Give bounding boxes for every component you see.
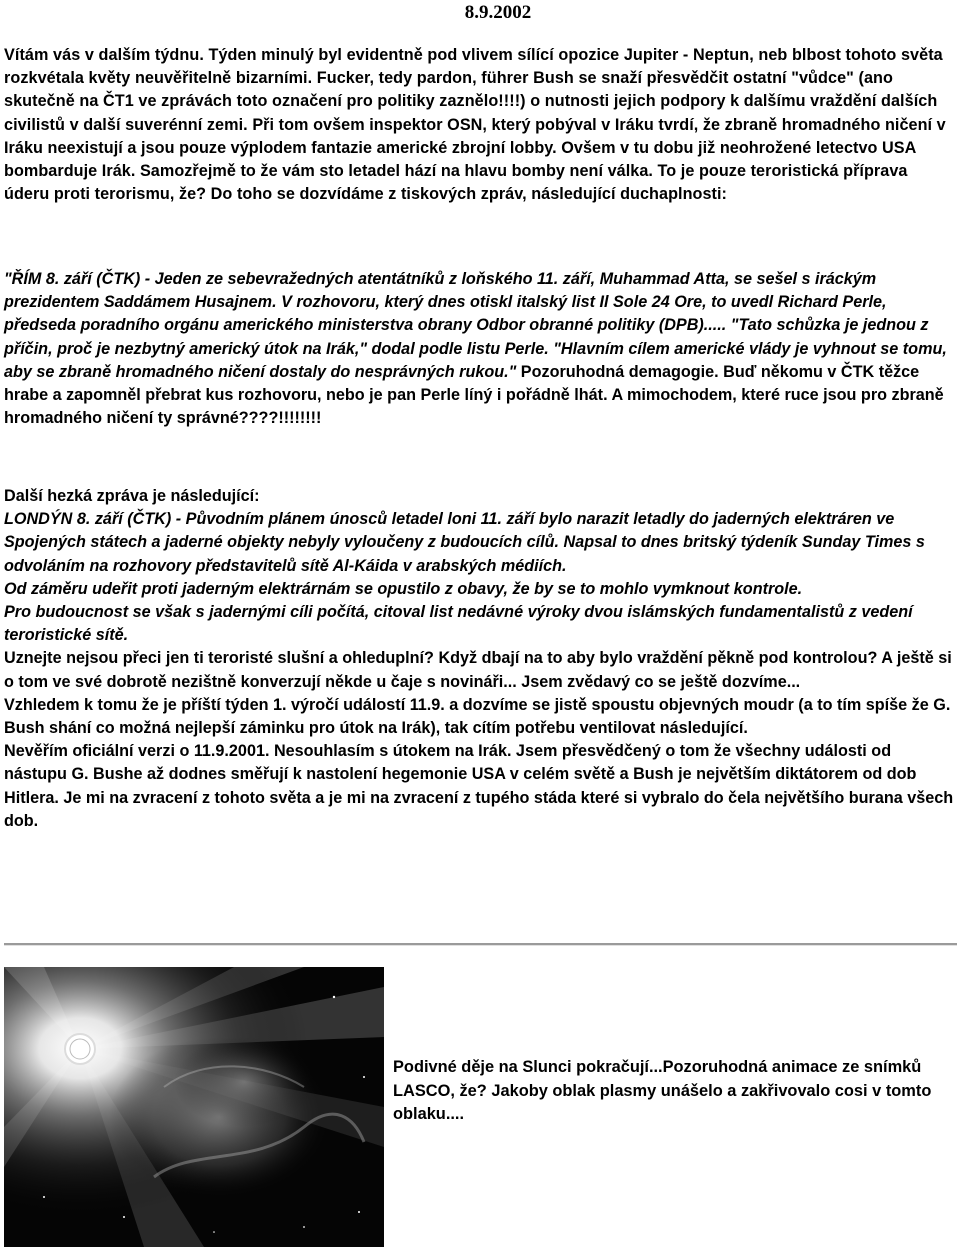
news-london-comment-3: Nevěřím oficiální verzi o 11.9.2001. Nesouhlasím s útokem na Irák. Jsem přesvědčený o tom že všechny události od nástupu G. Bushe až dodnes směřují k nastolení hegemonie USA v celém světě a Bush je největším diktátorem od dob Hitlera. Je mi na zvracení z tohoto světa a je mi na zvracení z tupého stáda které si vybralo do čela největšího burana všech dob. bbox=[4, 742, 954, 830]
news-london-quote-2: Od záměru udeřit proti jaderným elektrárnám se opustilo z obavy, že by se to mohlo vymknout kontrole. bbox=[4, 579, 803, 598]
lasco-coronagraph-drawing bbox=[4, 967, 384, 1247]
page-date: 8.9.2002 bbox=[464, 2, 532, 23]
intro-text-part2: Při tom ovšem inspektor OSN, který pobýval v Iráku tvrdí, že zbraně hromadného ničení v Iráku neexistují a jsou pouze výplodem fantazie americké zbrojní lobby. Ovšem v tu dobu již neohrožené letectvo USA bombarduje Irák. Samozřejmě to že vám sto letadel hází na hlavu bomby není válka. To je pouze teroristická příprava úderu proti terorismu, že? Do toho se dozvídáme z tiskových zpráv, následující duchaplnosti: bbox=[4, 115, 946, 204]
lasco-coronagraph-image bbox=[4, 967, 384, 1247]
news-rome-quote: "ŘÍM 8. září (ČTK) - Jeden ze sebevražedných atentátníků z loňského 11. září, Muhammad Atta, se sešel s iráckým prezidentem Saddámem Husajnem. V rozhovoru, který dnes otiskl italský list Il Sole 24 Ore, to uvedl Richard Perle, předseda poradního orgánu amerického ministerstva obrany Odbor obranné politiky (DPB)..... "Tato schůzka je jednou z příčin, proč je nezbytný americký útok na Irák," dodal podle listu Perle. "Hlavním cílem americké vlády je vyhnout se tomu, aby se zbraně hromadného ničení dostaly do nesprávných rukou." bbox=[4, 270, 947, 381]
news-london-comment-2: Vzhledem k tomu že je příští týden 1. výročí událostí 11.9. a dozvíme se jistě spoustu objevných moudr (a to tím spíše že G. Bush shání co možná nejlepší záminku pro útok na Irák), tak cítím potřebu ventilovat následující. bbox=[4, 695, 951, 738]
news-london-heading: Další hezká zpráva je následující: bbox=[4, 487, 260, 505]
news-london-section bbox=[4, 485, 956, 833]
news-rome-comment: Pozoruhodná demagogie. Buď někomu v ČTK těžce hrabe a zapomněl přebrat kus rozhovoru, nebo je pan Perle líný i pořádně lhát. A mimochodem, které ruce jsou pro zbraně hromadného ničení ty správné????!!!!!!!! bbox=[4, 362, 944, 428]
news-london-quote-3: Pro budoucnost se však s jadernými cíli počítá, citoval list nedávné výroky dvou islámských fundamentalistů z vedení teroristické sítě. bbox=[4, 603, 913, 645]
horizontal-divider bbox=[4, 943, 957, 946]
intro-paragraph bbox=[4, 44, 956, 206]
news-london-quote: LONDÝN 8. září (ČTK) - Původním plánem únosců letadel loni 11. září bylo narazit letadly do jaderných elektráren ve Spojených státech a jaderné objekty nebyly vyloučeny z budoucích cílů. Napsal to dnes britský týdeník Sunday Times s odvoláním na rozhovory představitelů sítě Al-Káida v arabských médiích. bbox=[4, 510, 925, 575]
news-rome-section bbox=[4, 268, 956, 430]
figure-caption: Podivné děje na Slunci pokračují...Pozoruhodná animace ze snímků LASCO, že? Jakoby oblak plasmy unášelo a zakřivovalo cosi v tomto oblaku.... bbox=[393, 1058, 932, 1123]
intro-text-part1: Vítám vás v dalším týdnu. Týden minulý byl evidentně pod vlivem sílící opozice Jupiter - Neptun, neb blbost tohoto světa rozkvétala květy neuvěřitelně bizarními. Fucker, tedy pardon, führer Bush se snaží přesvědčit ostatní "vůdce" (ano skutečně na ČT1 ve zprávách toto označení pro politiky zaznělo!!!!) o nutnosti jejich podpory k dalšímu vraždění dalších civilistů v další suverénní zemi. bbox=[4, 46, 943, 134]
news-london-comment-1: Uznejte nejsou přeci jen ti teroristé slušní a ohleduplní? Když dbají na to aby bylo vraždění pěkně pod kontrolou? A ještě si o tom ve své dobrotě nezištně konverzují někde u čaje s novináři... Jsem zvědavý co se ještě dozvíme... bbox=[4, 649, 952, 691]
